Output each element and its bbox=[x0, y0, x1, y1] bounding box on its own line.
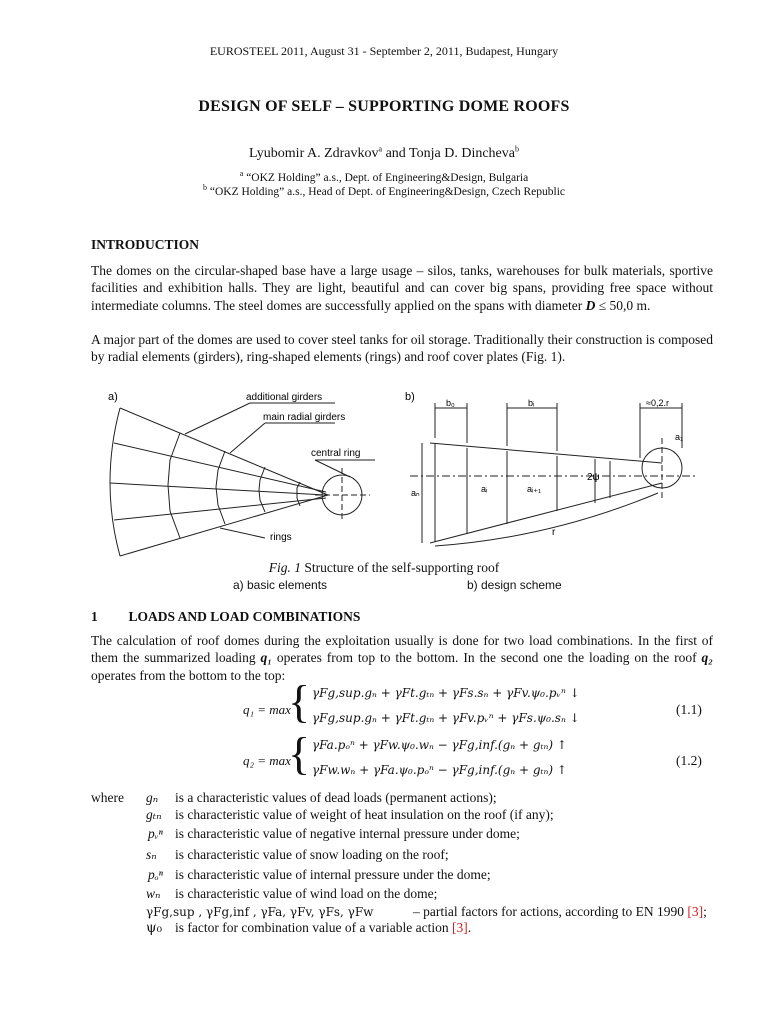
affiliation-1-mark: a bbox=[239, 169, 244, 179]
introduction-paragraph-1 bbox=[91, 262, 713, 314]
s1-q2: q₂ bbox=[701, 650, 713, 666]
definition-text: is characteristic value of negative internal pressure under dome; bbox=[175, 826, 520, 841]
definition-row bbox=[91, 847, 731, 864]
author-1: Lyubomir A. Zdravkov bbox=[249, 146, 379, 161]
introduction-paragraph-2: A major part of the domes are used to cover steel tanks for oil storage. Traditionally their construction is composed by radial elements (girders), ring-shaped elements (rings) and roof cover plates (Fig. 1). bbox=[91, 332, 713, 365]
fig-ai: aᵢ bbox=[481, 484, 488, 494]
reference-link[interactable]: [3] bbox=[687, 904, 704, 919]
fig-rings: rings bbox=[270, 532, 292, 543]
definition-gamma-line bbox=[413, 904, 707, 920]
eq2-line-1: γFa.pₒⁿ + γFw.ψ₀.wₙ − γFg,inf.(gₙ + gₜₙ) ↑ bbox=[312, 738, 567, 752]
figure-subcaption-a: a) basic elements bbox=[233, 578, 328, 592]
fig-r: r bbox=[552, 527, 556, 538]
figure-1 bbox=[100, 388, 684, 556]
section-1-title: LOADS AND LOAD COMBINATIONS bbox=[128, 609, 361, 624]
section-1-paragraph bbox=[91, 632, 713, 684]
introduction-heading: INTRODUCTION bbox=[91, 237, 200, 252]
definition-row bbox=[91, 790, 731, 807]
s1-text-a: The calculation of roof domes during the exploitation usually is done for two load combinations. In the first of them the summarized loading bbox=[91, 633, 713, 666]
outer-arc bbox=[110, 408, 120, 556]
definition-row bbox=[91, 807, 731, 824]
eq1-lhs: q₁ = max bbox=[243, 702, 291, 717]
figure-subcaptions bbox=[0, 578, 768, 594]
eq1-number: (1.1) bbox=[676, 702, 702, 717]
definition-symbol: gₜₙ bbox=[146, 807, 162, 822]
definition-symbol: gₙ bbox=[146, 790, 159, 805]
definition-gamma-symbols: γFg,sup , γFg,inf , γFa, γFv, γFs, γFw bbox=[146, 905, 374, 919]
eq2-brace: { bbox=[288, 728, 311, 779]
ring bbox=[216, 451, 225, 524]
fig-a1: a₁ bbox=[675, 432, 684, 442]
intro-p1-end: ≤ 50,0 m. bbox=[598, 297, 651, 313]
definition-text: is a characteristic values of dead loads (permanent actions); bbox=[175, 790, 497, 805]
affiliation-1-text: “OKZ Holding” a.s., Dept. of Engineering&Design, Bulgaria bbox=[246, 172, 529, 184]
where-label: where bbox=[91, 790, 124, 805]
author-1-mark: a bbox=[378, 144, 383, 154]
eq1-line-1: γFg,sup.gₙ + γFt.gₜₙ + γFs.sₙ + γFv.ψ₀.pᵥⁿ ↓ bbox=[312, 686, 580, 700]
definition-text: is characteristic value of wind load on the dome; bbox=[175, 886, 438, 901]
fig-central-ring: central ring bbox=[311, 448, 361, 459]
fig-additional-girders: additional girders bbox=[246, 392, 323, 403]
definition-symbol: ψ₀ bbox=[146, 920, 162, 936]
affiliation-2-mark: b bbox=[203, 183, 207, 193]
fig-main-radial-girders: main radial girders bbox=[263, 412, 346, 423]
intro-p1-text: The domes on the circular-shaped base have a large usage – silos, tanks, warehouses for bulk materials, sportive facilities and exhibition halls. They are light, beautiful and can cover big spans, providing free space without intermediate columns. The steel domes are successfully applied on the spans with diameter bbox=[91, 263, 713, 313]
definition-gamma-text: – partial factors for actions, according to EN 1990 bbox=[413, 904, 685, 919]
ring bbox=[168, 433, 180, 538]
s1-text-b: operates from top to the bottom. In the second one the loading on the roof bbox=[276, 650, 697, 666]
s1-text-c: operates from the bottom to the top: bbox=[91, 667, 286, 683]
section-1-heading bbox=[91, 609, 360, 625]
definition-row bbox=[91, 826, 731, 843]
s1-q1: q₁ bbox=[260, 650, 272, 666]
reference-link[interactable]: [3] bbox=[452, 920, 468, 935]
running-header: EUROSTEEL 2011, August 31 - September 2, 2011, Budapest, Hungary bbox=[209, 44, 559, 58]
definition-text: is characteristic value of internal pressure under the dome; bbox=[175, 867, 491, 882]
intro-p1-var: D bbox=[585, 297, 596, 313]
definition-symbol: pₒⁿ bbox=[148, 867, 163, 882]
eq2-line-2: γFw.wₙ + γFa.ψ₀.pₒⁿ − γFg,inf.(gₙ + gₜₙ) ↑ bbox=[312, 763, 567, 777]
fig-label-b: b) bbox=[405, 391, 415, 403]
figure-caption-text: Structure of the self-supporting roof bbox=[304, 560, 500, 575]
definition-psi-end: . bbox=[467, 920, 472, 935]
definition-symbol: wₙ bbox=[146, 886, 161, 901]
definition-psi-text: is factor for combination value of a variable action bbox=[175, 920, 449, 935]
definition-psi-line bbox=[175, 920, 471, 936]
definition-text: is characteristic value of snow loading on the roof; bbox=[175, 847, 449, 862]
authors-line bbox=[0, 146, 768, 162]
definition-row bbox=[91, 867, 731, 884]
definition-gamma-end: ; bbox=[703, 904, 707, 919]
definition-row-psi bbox=[91, 920, 731, 937]
figure-caption bbox=[0, 560, 768, 576]
fig-psi2: 2ψ bbox=[587, 472, 600, 483]
paper-title: DESIGN OF SELF – SUPPORTING DOME ROOFS bbox=[198, 98, 570, 115]
fig-an: aₙ bbox=[411, 488, 420, 498]
section-1-number: 1 bbox=[91, 609, 98, 624]
fig-bi: bᵢ bbox=[528, 398, 535, 408]
author-2-mark: b bbox=[514, 144, 519, 154]
eq2-number: (1.2) bbox=[676, 753, 702, 768]
eq2-lhs: q₂ = max bbox=[243, 753, 291, 768]
affiliation-1 bbox=[0, 169, 768, 184]
affiliation-2 bbox=[0, 183, 768, 198]
figure-caption-label: Fig. 1 bbox=[268, 560, 301, 575]
definition-row-gammas bbox=[91, 904, 731, 921]
fig-label-a: a) bbox=[108, 391, 118, 403]
definition-symbol: pᵥⁿ bbox=[148, 826, 163, 841]
eq1-brace: { bbox=[288, 676, 311, 727]
affiliation-2-text: “OKZ Holding” a.s., Head of Dept. of Engineering&Design, Czech Republic bbox=[209, 186, 565, 198]
definition-row bbox=[91, 886, 731, 903]
figure-subcaption-b: b) design scheme bbox=[467, 578, 562, 592]
fig-dim-02r: ≈0,2.r bbox=[646, 398, 669, 408]
definition-symbol: sₙ bbox=[146, 847, 157, 862]
author-2: and Tonja D. Dincheva bbox=[385, 146, 515, 161]
definition-text: is characteristic value of weight of heat insulation on the roof (if any); bbox=[175, 807, 554, 822]
eq1-line-2: γFg,sup.gₙ + γFt.gₜₙ + γFv.pᵥⁿ + γFs.ψ₀.sₙ ↓ bbox=[312, 711, 580, 725]
fig-ai1: aᵢ₊₁ bbox=[527, 484, 542, 494]
fig-b0: b₀ bbox=[446, 398, 455, 408]
main-radial-girder bbox=[120, 495, 328, 556]
